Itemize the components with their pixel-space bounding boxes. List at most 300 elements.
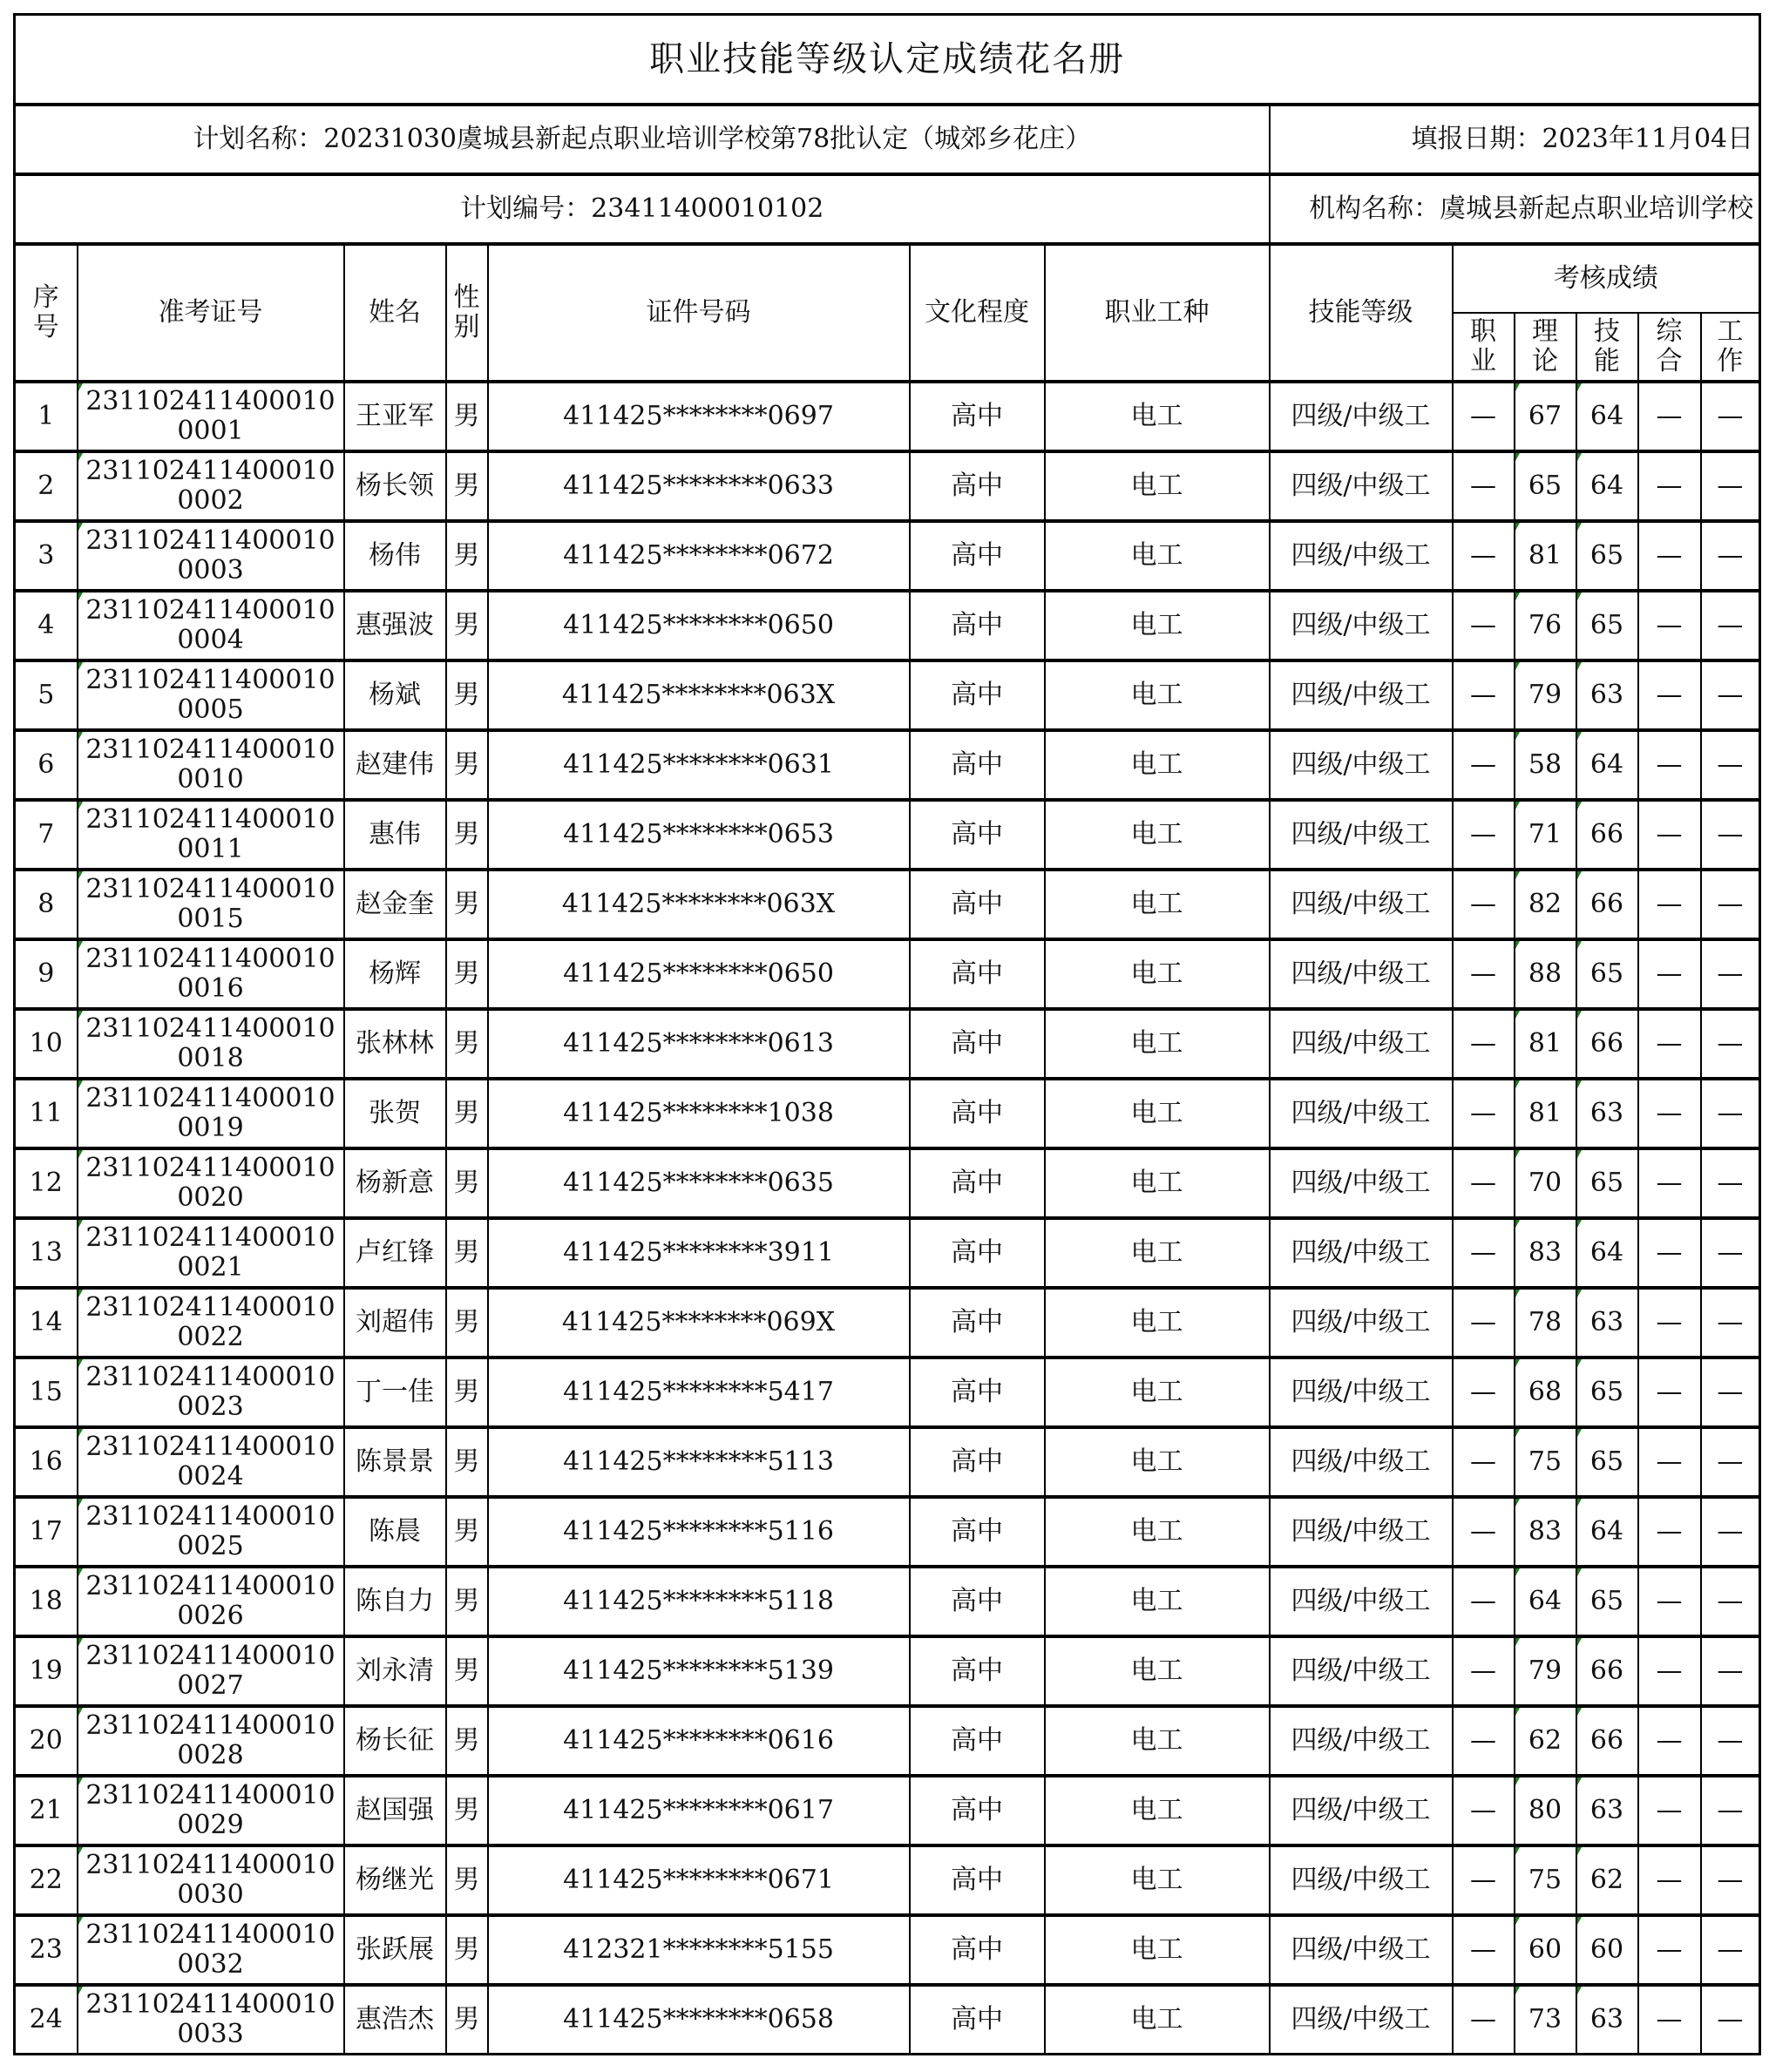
cell-gender: 男 [446,870,488,939]
cell-seq: 9 [15,939,78,1009]
cell-id-number: 411425********5113 [488,1427,910,1497]
column-header-score-skill: 技能 [1576,313,1638,382]
cell-score-comprehensive: — [1638,1427,1701,1497]
cell-score-comprehensive: — [1638,730,1701,800]
cell-id-number: 411425********5116 [488,1497,910,1567]
cell-score-professional: — [1453,1358,1515,1427]
cell-gender: 男 [446,1497,488,1567]
cell-score-skill: 62 [1576,1845,1638,1915]
cell-name: 王亚军 [344,382,446,451]
cell-score-skill: 65 [1576,521,1638,591]
cell-occupation: 电工 [1045,1358,1270,1427]
cell-id-number: 411425********0616 [488,1706,910,1776]
cell-gender: 男 [446,800,488,870]
cell-occupation: 电工 [1045,1079,1270,1148]
cell-score-theory: 60 [1515,1915,1576,1985]
cell-score-theory: 68 [1515,1358,1576,1427]
cell-score-comprehensive: — [1638,382,1701,451]
cell-seq: 8 [15,870,78,939]
cell-id-number: 411425********0671 [488,1845,910,1915]
cell-seq: 15 [15,1358,78,1427]
cell-skill-level: 四级/中级工 [1270,521,1453,591]
cell-name: 赵金奎 [344,870,446,939]
cell-occupation: 电工 [1045,660,1270,730]
table-row [15,870,1760,939]
cell-education: 高中 [910,870,1045,939]
cell-skill-level: 四级/中级工 [1270,660,1453,730]
column-header-id-number: 证件号码 [488,244,910,382]
cell-skill-level: 四级/中级工 [1270,591,1453,660]
cell-score-work: — [1701,660,1760,730]
cell-score-theory: 83 [1515,1497,1576,1567]
cell-education: 高中 [910,1148,1045,1218]
cell-id-number: 411425********0697 [488,382,910,451]
cell-score-comprehensive: — [1638,939,1701,1009]
cell-ticket: 2311024114000100005 [78,660,344,730]
cell-score-work: — [1701,730,1760,800]
cell-name: 陈晨 [344,1497,446,1567]
cell-id-number: 411425********063X [488,870,910,939]
cell-score-skill: 66 [1576,1706,1638,1776]
cell-score-professional: — [1453,1845,1515,1915]
cell-score-comprehensive: — [1638,591,1701,660]
cell-skill-level: 四级/中级工 [1270,1148,1453,1218]
cell-score-theory: 64 [1515,1567,1576,1636]
cell-ticket: 2311024114000100003 [78,521,344,591]
cell-skill-level: 四级/中级工 [1270,1567,1453,1636]
cell-seq: 22 [15,1845,78,1915]
cell-score-skill: 60 [1576,1915,1638,1985]
cell-score-theory: 88 [1515,939,1576,1009]
cell-name: 赵国强 [344,1776,446,1845]
cell-name: 杨长征 [344,1706,446,1776]
plan-name: 计划名称：20231030虞城县新起点职业培训学校第78批认定（城郊乡花庄） [15,105,1270,174]
cell-score-theory: 58 [1515,730,1576,800]
cell-name: 杨继光 [344,1845,446,1915]
cell-score-professional: — [1453,800,1515,870]
cell-education: 高中 [910,382,1045,451]
table-row [15,1009,1760,1079]
cell-skill-level: 四级/中级工 [1270,1915,1453,1985]
cell-education: 高中 [910,660,1045,730]
cell-skill-level: 四级/中级工 [1270,1636,1453,1706]
cell-score-work: — [1701,1985,1760,2055]
table-row [15,1985,1760,2055]
cell-score-skill: 64 [1576,730,1638,800]
cell-score-professional: — [1453,1706,1515,1776]
cell-gender: 男 [446,591,488,660]
cell-name: 陈景景 [344,1427,446,1497]
cell-seq: 7 [15,800,78,870]
cell-education: 高中 [910,1358,1045,1427]
cell-score-skill: 66 [1576,800,1638,870]
plan-number: 计划编号：23411400010102 [15,174,1270,244]
cell-id-number: 412321********5155 [488,1915,910,1985]
cell-ticket: 2311024114000100019 [78,1079,344,1148]
cell-score-professional: — [1453,1218,1515,1288]
column-header-seq: 序号 [15,244,78,382]
cell-occupation: 电工 [1045,451,1270,521]
column-header-score-work: 工作 [1701,313,1760,382]
cell-occupation: 电工 [1045,1915,1270,1985]
cell-education: 高中 [910,1776,1045,1845]
cell-occupation: 电工 [1045,382,1270,451]
cell-id-number: 411425********0613 [488,1009,910,1079]
cell-ticket: 2311024114000100022 [78,1288,344,1358]
cell-score-skill: 64 [1576,451,1638,521]
cell-score-professional: — [1453,1985,1515,2055]
cell-score-skill: 63 [1576,1288,1638,1358]
cell-score-work: — [1701,521,1760,591]
cell-score-skill: 64 [1576,382,1638,451]
cell-occupation: 电工 [1045,1497,1270,1567]
cell-ticket: 2311024114000100033 [78,1985,344,2055]
cell-score-theory: 81 [1515,1079,1576,1148]
cell-id-number: 411425********5139 [488,1636,910,1706]
cell-education: 高中 [910,521,1045,591]
cell-ticket: 2311024114000100011 [78,800,344,870]
cell-score-work: — [1701,1079,1760,1148]
cell-score-professional: — [1453,1636,1515,1706]
cell-score-theory: 62 [1515,1706,1576,1776]
cell-score-professional: — [1453,521,1515,591]
cell-score-work: — [1701,1218,1760,1288]
cell-score-comprehensive: — [1638,1079,1701,1148]
cell-seq: 18 [15,1567,78,1636]
cell-name: 刘超伟 [344,1288,446,1358]
cell-score-skill: 64 [1576,1497,1638,1567]
cell-education: 高中 [910,1636,1045,1706]
cell-seq: 20 [15,1706,78,1776]
cell-ticket: 2311024114000100029 [78,1776,344,1845]
cell-gender: 男 [446,1288,488,1358]
cell-gender: 男 [446,730,488,800]
cell-ticket: 2311024114000100010 [78,730,344,800]
cell-seq: 3 [15,521,78,591]
cell-occupation: 电工 [1045,1567,1270,1636]
cell-score-professional: — [1453,1427,1515,1497]
cell-score-work: — [1701,1915,1760,1985]
cell-skill-level: 四级/中级工 [1270,382,1453,451]
cell-score-work: — [1701,1845,1760,1915]
cell-score-professional: — [1453,1288,1515,1358]
cell-skill-level: 四级/中级工 [1270,1706,1453,1776]
cell-name: 刘永清 [344,1636,446,1706]
cell-education: 高中 [910,451,1045,521]
cell-gender: 男 [446,1148,488,1218]
cell-score-work: — [1701,1776,1760,1845]
cell-score-theory: 81 [1515,1009,1576,1079]
table-row [15,1497,1760,1567]
cell-seq: 16 [15,1427,78,1497]
grade-roster-table [13,13,1761,2055]
cell-score-professional: — [1453,870,1515,939]
cell-gender: 男 [446,1915,488,1985]
table-row [15,1636,1760,1706]
report-date: 填报日期：2023年11月04日 [1270,105,1760,174]
cell-occupation: 电工 [1045,1776,1270,1845]
institution-name: 机构名称：虞城县新起点职业培训学校 [1270,174,1760,244]
cell-score-professional: — [1453,382,1515,451]
cell-gender: 男 [446,1009,488,1079]
cell-id-number: 411425********3911 [488,1218,910,1288]
cell-name: 惠强波 [344,591,446,660]
cell-education: 高中 [910,1706,1045,1776]
cell-score-comprehensive: — [1638,1985,1701,2055]
cell-skill-level: 四级/中级工 [1270,939,1453,1009]
cell-education: 高中 [910,1985,1045,2055]
cell-ticket: 2311024114000100002 [78,451,344,521]
cell-seq: 21 [15,1776,78,1845]
cell-occupation: 电工 [1045,939,1270,1009]
cell-score-skill: 66 [1576,870,1638,939]
cell-ticket: 2311024114000100004 [78,591,344,660]
cell-skill-level: 四级/中级工 [1270,1218,1453,1288]
cell-score-theory: 70 [1515,1148,1576,1218]
cell-gender: 男 [446,1218,488,1288]
cell-occupation: 电工 [1045,1985,1270,2055]
cell-education: 高中 [910,1497,1045,1567]
table-row [15,1079,1760,1148]
cell-score-work: — [1701,1636,1760,1706]
cell-score-theory: 65 [1515,451,1576,521]
cell-score-theory: 71 [1515,800,1576,870]
cell-seq: 14 [15,1288,78,1358]
cell-occupation: 电工 [1045,591,1270,660]
cell-score-professional: — [1453,939,1515,1009]
cell-score-skill: 66 [1576,1636,1638,1706]
cell-occupation: 电工 [1045,1427,1270,1497]
cell-occupation: 电工 [1045,1845,1270,1915]
table-row [15,451,1760,521]
table-row [15,939,1760,1009]
cell-score-professional: — [1453,1497,1515,1567]
cell-skill-level: 四级/中级工 [1270,800,1453,870]
cell-score-work: — [1701,1358,1760,1427]
cell-skill-level: 四级/中级工 [1270,1288,1453,1358]
cell-education: 高中 [910,1079,1045,1148]
cell-score-comprehensive: — [1638,1706,1701,1776]
cell-gender: 男 [446,1985,488,2055]
page-title: 职业技能等级认定成绩花名册 [15,15,1760,105]
cell-id-number: 411425********0658 [488,1985,910,2055]
table-row [15,1567,1760,1636]
cell-occupation: 电工 [1045,1148,1270,1218]
column-header-occupation: 职业工种 [1045,244,1270,382]
cell-score-theory: 79 [1515,660,1576,730]
table-row [15,1427,1760,1497]
cell-score-professional: — [1453,730,1515,800]
cell-skill-level: 四级/中级工 [1270,1985,1453,2055]
cell-score-skill: 63 [1576,1776,1638,1845]
cell-gender: 男 [446,1358,488,1427]
cell-skill-level: 四级/中级工 [1270,1358,1453,1427]
cell-score-theory: 81 [1515,521,1576,591]
cell-id-number: 411425********0653 [488,800,910,870]
cell-ticket: 2311024114000100030 [78,1845,344,1915]
table-row [15,1148,1760,1218]
cell-skill-level: 四级/中级工 [1270,730,1453,800]
cell-id-number: 411425********0617 [488,1776,910,1845]
cell-score-theory: 67 [1515,382,1576,451]
cell-ticket: 2311024114000100023 [78,1358,344,1427]
cell-ticket: 2311024114000100028 [78,1706,344,1776]
column-header-gender: 性别 [446,244,488,382]
column-header-score-professional: 职业 [1453,313,1515,382]
cell-score-skill: 65 [1576,939,1638,1009]
cell-occupation: 电工 [1045,730,1270,800]
cell-score-comprehensive: — [1638,1288,1701,1358]
cell-name: 张跃展 [344,1915,446,1985]
table-row [15,1845,1760,1915]
cell-ticket: 2311024114000100001 [78,382,344,451]
cell-skill-level: 四级/中级工 [1270,1079,1453,1148]
cell-score-comprehensive: — [1638,1148,1701,1218]
cell-seq: 19 [15,1636,78,1706]
cell-score-skill: 63 [1576,660,1638,730]
cell-occupation: 电工 [1045,800,1270,870]
cell-score-comprehensive: — [1638,1845,1701,1915]
cell-ticket: 2311024114000100016 [78,939,344,1009]
cell-score-theory: 73 [1515,1985,1576,2055]
cell-gender: 男 [446,1427,488,1497]
cell-gender: 男 [446,660,488,730]
cell-score-comprehensive: — [1638,1636,1701,1706]
cell-score-professional: — [1453,591,1515,660]
column-header-skill-level: 技能等级 [1270,244,1453,382]
cell-score-work: — [1701,870,1760,939]
cell-score-professional: — [1453,1915,1515,1985]
cell-seq: 17 [15,1497,78,1567]
cell-score-work: — [1701,382,1760,451]
cell-score-comprehensive: — [1638,660,1701,730]
cell-id-number: 411425********1038 [488,1079,910,1148]
column-header-scores-group: 考核成绩 [1453,244,1760,313]
cell-score-professional: — [1453,1567,1515,1636]
cell-score-work: — [1701,451,1760,521]
cell-seq: 12 [15,1148,78,1218]
cell-ticket: 2311024114000100025 [78,1497,344,1567]
cell-name: 杨长领 [344,451,446,521]
cell-occupation: 电工 [1045,1636,1270,1706]
cell-name: 杨辉 [344,939,446,1009]
cell-score-theory: 76 [1515,591,1576,660]
cell-score-work: — [1701,800,1760,870]
cell-education: 高中 [910,1567,1045,1636]
cell-name: 丁一佳 [344,1358,446,1427]
cell-ticket: 2311024114000100020 [78,1148,344,1218]
cell-score-skill: 65 [1576,1148,1638,1218]
cell-name: 张林林 [344,1009,446,1079]
table-row [15,730,1760,800]
cell-id-number: 411425********063X [488,660,910,730]
cell-seq: 23 [15,1915,78,1985]
column-header-ticket: 准考证号 [78,244,344,382]
cell-gender: 男 [446,1706,488,1776]
cell-seq: 4 [15,591,78,660]
cell-score-skill: 65 [1576,1427,1638,1497]
cell-score-work: — [1701,1427,1760,1497]
column-header-name: 姓名 [344,244,446,382]
cell-occupation: 电工 [1045,1706,1270,1776]
cell-score-comprehensive: — [1638,451,1701,521]
cell-score-professional: — [1453,1776,1515,1845]
cell-education: 高中 [910,591,1045,660]
cell-score-skill: 65 [1576,1567,1638,1636]
cell-seq: 2 [15,451,78,521]
cell-score-comprehensive: — [1638,870,1701,939]
cell-id-number: 411425********0650 [488,939,910,1009]
cell-skill-level: 四级/中级工 [1270,1497,1453,1567]
cell-score-theory: 75 [1515,1427,1576,1497]
cell-score-professional: — [1453,451,1515,521]
cell-score-comprehensive: — [1638,1358,1701,1427]
cell-score-work: — [1701,591,1760,660]
cell-education: 高中 [910,1427,1045,1497]
cell-id-number: 411425********0672 [488,521,910,591]
cell-id-number: 411425********069X [488,1288,910,1358]
cell-score-work: — [1701,1497,1760,1567]
table-row [15,1915,1760,1985]
column-header-score-theory: 理论 [1515,313,1576,382]
cell-education: 高中 [910,730,1045,800]
table-row [15,1218,1760,1288]
cell-score-comprehensive: — [1638,800,1701,870]
cell-seq: 1 [15,382,78,451]
cell-id-number: 411425********5417 [488,1358,910,1427]
cell-score-work: — [1701,1567,1760,1636]
cell-score-work: — [1701,1706,1760,1776]
cell-score-comprehensive: — [1638,1009,1701,1079]
cell-score-comprehensive: — [1638,1776,1701,1845]
table-row [15,382,1760,451]
cell-score-skill: 65 [1576,1358,1638,1427]
cell-name: 惠浩杰 [344,1985,446,2055]
cell-skill-level: 四级/中级工 [1270,1845,1453,1915]
cell-id-number: 411425********0650 [488,591,910,660]
cell-score-comprehensive: — [1638,1567,1701,1636]
cell-occupation: 电工 [1045,870,1270,939]
cell-education: 高中 [910,939,1045,1009]
cell-gender: 男 [446,1567,488,1636]
cell-id-number: 411425********5118 [488,1567,910,1636]
cell-score-theory: 82 [1515,870,1576,939]
cell-score-work: — [1701,1009,1760,1079]
cell-ticket: 2311024114000100024 [78,1427,344,1497]
cell-occupation: 电工 [1045,1218,1270,1288]
cell-ticket: 2311024114000100026 [78,1567,344,1636]
cell-education: 高中 [910,1845,1045,1915]
cell-education: 高中 [910,1218,1045,1288]
cell-score-work: — [1701,1148,1760,1218]
cell-name: 杨斌 [344,660,446,730]
cell-score-skill: 63 [1576,1079,1638,1148]
cell-id-number: 411425********0631 [488,730,910,800]
cell-score-comprehensive: — [1638,1497,1701,1567]
cell-seq: 10 [15,1009,78,1079]
cell-education: 高中 [910,800,1045,870]
cell-seq: 11 [15,1079,78,1148]
cell-seq: 5 [15,660,78,730]
cell-gender: 男 [446,1079,488,1148]
cell-gender: 男 [446,1776,488,1845]
cell-gender: 男 [446,1636,488,1706]
cell-name: 张贺 [344,1079,446,1148]
cell-name: 杨伟 [344,521,446,591]
cell-id-number: 411425********0633 [488,451,910,521]
cell-occupation: 电工 [1045,1009,1270,1079]
cell-score-theory: 78 [1515,1288,1576,1358]
